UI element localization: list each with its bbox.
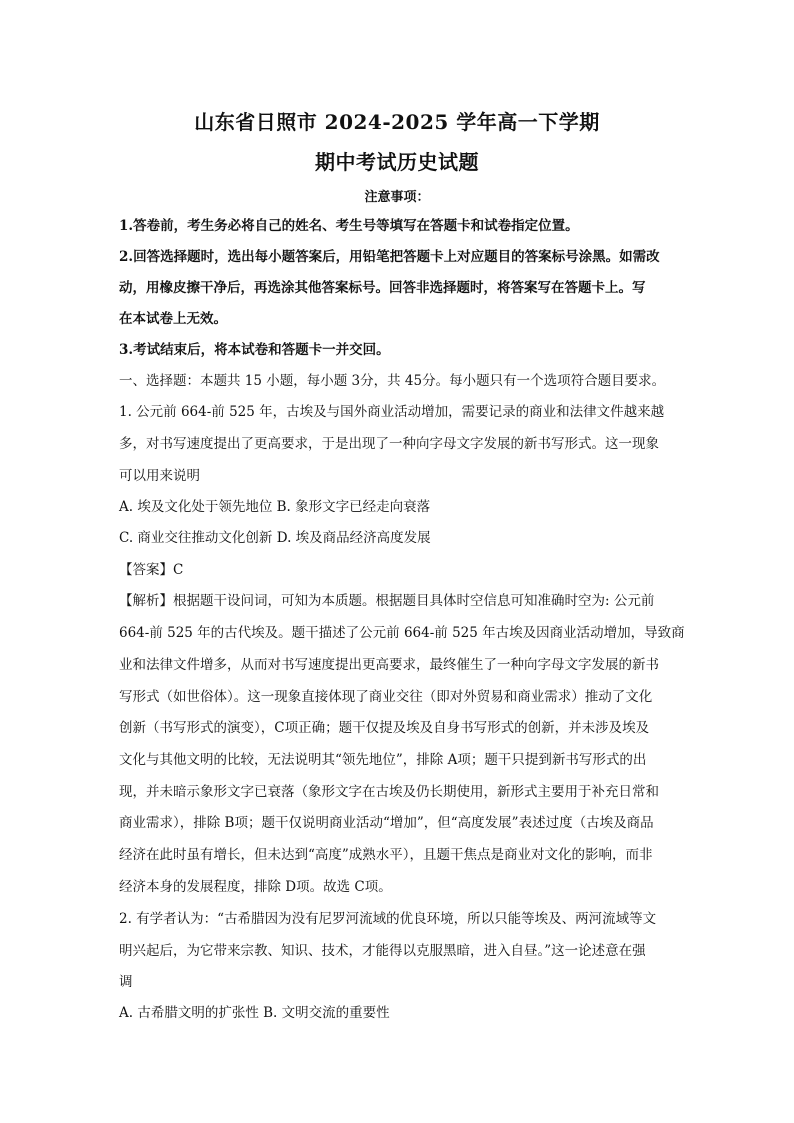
q1-analysis-line9: 经济在此时虽有增长，但未达到“高度”成熟水平），且题干焦点是商业对文化的影响，而非 — [119, 847, 653, 863]
q2-stem-line1: 2. 有学者认为：“古希腊因为没有尼罗河流域的优良环境，所以只能等埃及、两河流域等文 — [119, 911, 657, 927]
q1-options-line2: C. 商业交往推动文化创新 D. 埃及商品经济高度发展 — [119, 530, 431, 546]
q1-analysis-line1: 【解析】根据题干设问词，可知为本质题。根据题目具体时空信息可知准确时空为: 公元前 — [119, 593, 655, 609]
section-heading: 一、选择题：本题共 15 小题，每小题 3分，共 45分。每小题只有一个选项符合题目要求。 — [119, 373, 666, 389]
exam-title-line1: 山东省日照市 2024-2025 学年高一下学期 — [194, 110, 600, 134]
exam-title-line2: 期中考试历史试题 — [315, 150, 479, 174]
notice-item-2-line1: 2.回答选择题时，选出每小题答案后，用铅笔把答题卡上对应题目的答案标号涂黑。如需改 — [119, 249, 660, 265]
notice-item-1: 1.答卷前，考生务必将自己的姓名、考生号等填写在答题卡和试卷指定位置。 — [119, 218, 579, 234]
q1-analysis-line10: 经济本身的发展程度，排除 D项。故选 C项。 — [119, 879, 392, 895]
q2-stem-line2: 明兴起后，为它带来宗教、知识、技术，才能得以克服黑暗，进入自昼。”这一论述意在强 — [119, 943, 646, 959]
q1-stem-line2: 多，对书写速度提出了更高要求，于是出现了一种向字母文字发展的新书写形式。这一现象 — [119, 436, 659, 452]
q2-options-line1: A. 古希腊文明的扩张性 B. 文明交流的重要性 — [119, 1005, 390, 1021]
notice-item-3: 3.考试结束后，将本试卷和答题卡一并交回。 — [119, 342, 390, 358]
notice-item-2-line3: 在本试卷上无效。 — [119, 311, 227, 327]
notice-item-2-line2: 动，用橡皮擦干净后，再选涂其他答案标号。回答非选择题时，将答案写在答题卡上。写 — [119, 280, 646, 296]
q1-analysis-line8: 商业需求），排除 B项；题干仅说明商业活动“增加”，但“高度发展”表述过度（古埃及商品 — [119, 815, 654, 831]
q1-answer: 【答案】C — [119, 562, 184, 578]
q1-stem-line1: 1. 公元前 664-前 525 年，古埃及与国外商业活动增加，需要记录的商业和法律文件越来越 — [119, 404, 665, 420]
q1-analysis-line2: 664-前 525 年的古代埃及。题干描述了公元前 664-前 525 年古埃及因商业活动增加，导致商 — [119, 625, 685, 641]
q2-stem-line3: 调 — [119, 974, 133, 990]
q1-analysis-line3: 业和法律文件增多，从而对书写速度提出更高要求，最终催生了一种向字母文字发展的新书 — [119, 657, 659, 673]
q1-stem-line3: 可以用来说明 — [119, 468, 200, 484]
q1-analysis-line5: 创新（书写形式的演变），C项正确；题干仅提及埃及自身书写形式的创新，并未涉及埃及 — [119, 720, 650, 736]
notice-heading: 注意事项： — [364, 190, 430, 205]
q1-analysis-line7: 现，并未暗示象形文字已衰落（象形文字在古埃及仍长期使用，新形式主要用于补充日常和 — [119, 784, 659, 800]
q1-analysis-line4: 写形式（如世俗体）。这一现象直接体现了商业交往（即对外贸易和商业需求）推动了文化 — [119, 689, 653, 705]
q1-analysis-line6: 文化与其他文明的比较，无法说明其“领先地位”，排除 A项；题干只提到新书写形式的出 — [119, 752, 647, 768]
q1-options-line1: A. 埃及文化处于领先地位 B. 象形文字已经走向衰落 — [119, 499, 431, 515]
